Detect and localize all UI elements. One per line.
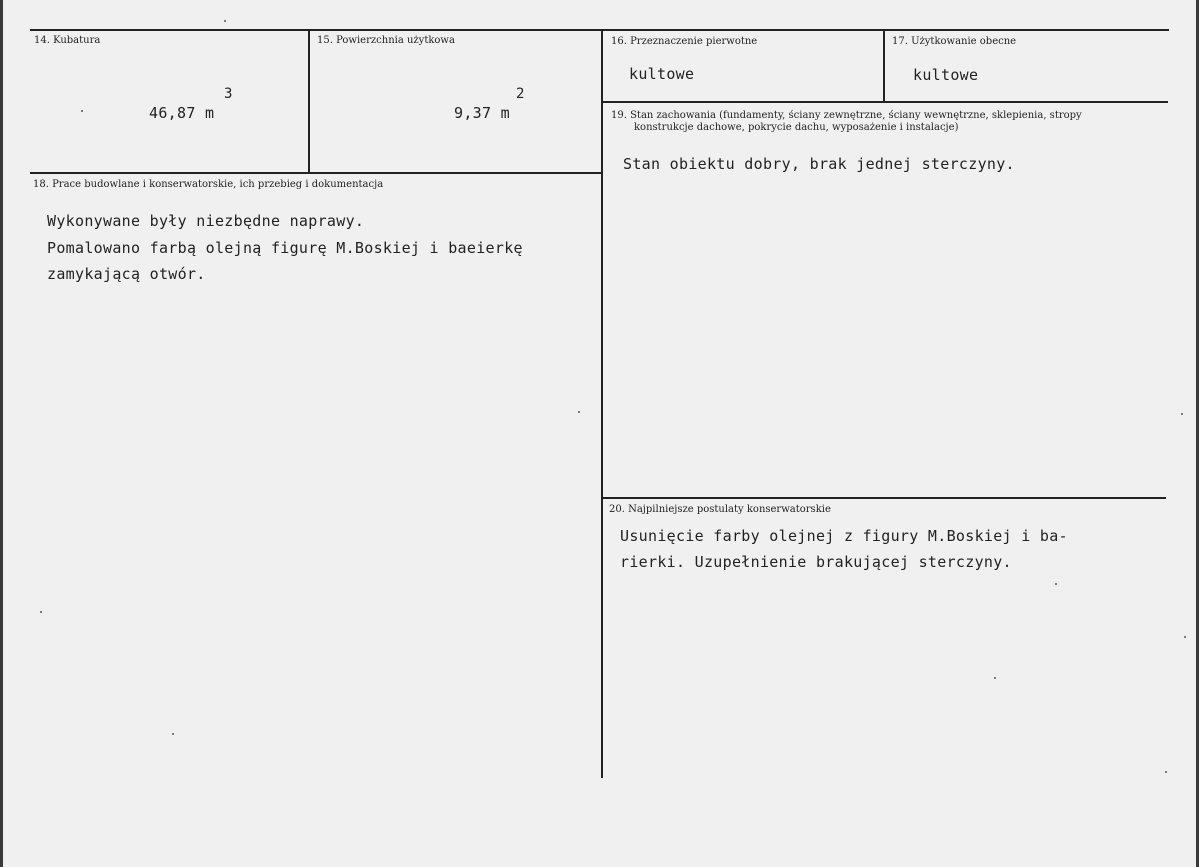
field-18-line: zamykającą otwór. <box>47 265 206 283</box>
scan-speck <box>81 110 83 112</box>
field-16-label: 16. Przeznaczenie pierwotne <box>611 36 758 47</box>
field-19-label: 19. Stan zachowania (fundamenty, ściany zewnętrzne, ściany wewnętrzne, sklepienia, stropy <box>611 110 1082 121</box>
field-20-label: 20. Najpilniejsze postulaty konserwatorskie <box>609 504 831 515</box>
field-14-value: 46,87 m <box>149 104 215 122</box>
rule-under-19 <box>603 497 1166 499</box>
divider-14-15 <box>308 29 310 172</box>
card-left-edge <box>0 0 3 867</box>
field-18-label: 18. Prace budowlane i konserwatorskie, ich przebieg i dokumentacja <box>33 179 384 190</box>
field-18-line: Wykonywane były niezbędne naprawy. <box>47 212 365 230</box>
field-20-line: Usunięcie farby olejnej z figury M.Boskiej i ba- <box>620 527 1068 545</box>
field-19-line: Stan obiektu dobry, brak jednej sterczyny. <box>623 155 1015 173</box>
field-14-label: 14. Kubatura <box>34 35 101 46</box>
top-rule <box>30 29 1169 31</box>
scan-speck <box>1181 413 1183 415</box>
rule-under-16-17 <box>603 101 1168 103</box>
field-15-exponent: 2 <box>516 86 525 102</box>
field-20-line: rierki. Uzupełnienie brakującej sterczyny. <box>620 553 1012 571</box>
scan-speck <box>224 20 226 22</box>
scan-speck <box>1184 636 1186 638</box>
field-19-label-continued: konstrukcje dachowe, pokrycie dachu, wyposażenie i instalacje) <box>634 122 959 133</box>
scan-speck <box>40 611 42 613</box>
field-17-value: kultowe <box>913 66 979 84</box>
field-17-label: 17. Użytkowanie obecne <box>892 36 1017 47</box>
scan-speck <box>994 677 996 679</box>
field-15-value: 9,37 m <box>454 104 510 122</box>
field-15-label: 15. Powierzchnia użytkowa <box>317 35 455 46</box>
scan-speck <box>172 733 174 735</box>
divider-15-16 <box>601 29 603 778</box>
scan-speck <box>578 411 580 413</box>
divider-16-17 <box>883 29 885 102</box>
scan-speck <box>1165 771 1167 773</box>
field-18-line: Pomalowano farbą olejną figurę M.Boskiej i baeierkę <box>47 239 523 257</box>
scan-speck <box>1055 583 1057 585</box>
rule-under-14-15 <box>30 172 602 174</box>
field-16-value: kultowe <box>629 65 695 83</box>
field-14-exponent: 3 <box>224 86 233 102</box>
